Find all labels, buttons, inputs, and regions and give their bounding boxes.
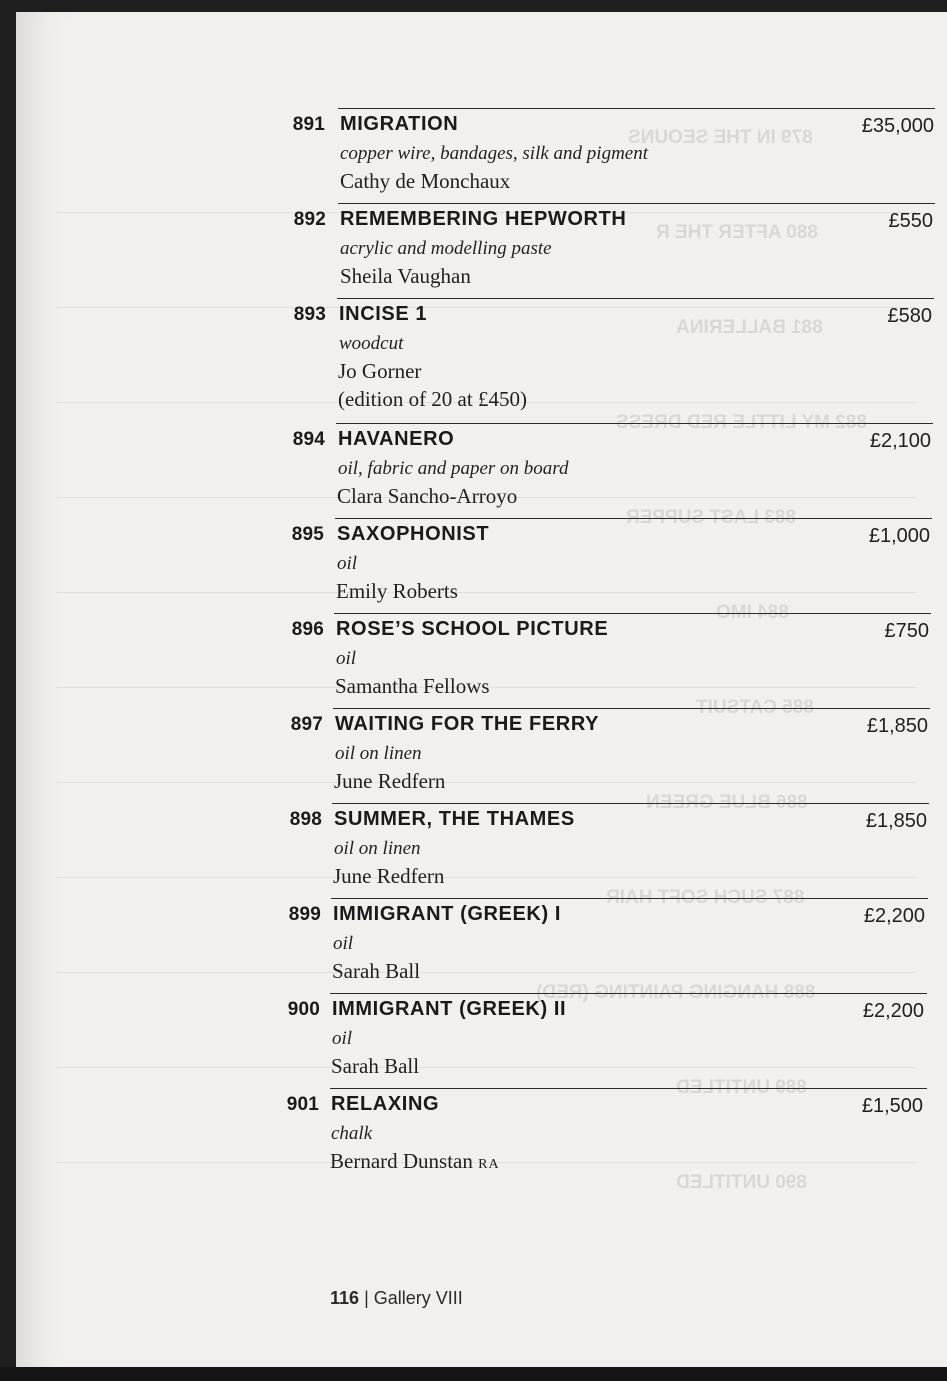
entry-medium: oil — [337, 553, 358, 574]
entry-title: WAITING FOR THE FERRY — [335, 713, 600, 735]
entry-medium: oil — [336, 648, 357, 669]
entry-divider — [337, 298, 934, 299]
entry-artist: June Redfern — [333, 864, 445, 888]
entry-price: £2,200 — [863, 905, 925, 927]
entry-edition: (edition of 20 at £450) — [338, 387, 527, 411]
catalogue-page: 879 IN THE SEOUNS 880 AFTER THE R 881 BALLERINA 882 MY LITTLE RED DRESS 883 LAST SUPPER 884 IMO 885 CATSUIT 886 BLUE GREEN 887 SUCH SOFT HAIR 888 HANGING PAINTING (RED) 889 UNTITLED 890 UNTITLED — [16, 12, 947, 1367]
entry-price: £35,000 — [861, 115, 934, 137]
entry-divider — [330, 1088, 927, 1089]
entry-title: SUMMER, THE THAMES — [334, 808, 575, 830]
entry-number: 900 — [287, 999, 320, 1020]
entry-artist: June Redfern — [334, 769, 446, 793]
entry-price: £2,200 — [862, 1000, 924, 1022]
entry-number: 901 — [286, 1094, 319, 1115]
entry-number: 891 — [292, 114, 325, 135]
entry-price: £1,850 — [865, 810, 927, 832]
entry-artist — [330, 1149, 500, 1174]
entry-price: £750 — [884, 620, 929, 642]
entry-divider — [330, 993, 927, 994]
entry-number: 897 — [290, 714, 323, 735]
entry-artist: Samantha Fellows — [335, 674, 490, 698]
footer-separator: | — [364, 1288, 369, 1308]
footer-section: Gallery VIII — [373, 1288, 463, 1308]
page-number: 116 — [330, 1288, 360, 1308]
entry-title: IMMIGRANT (GREEK) II — [332, 998, 567, 1020]
entry-price: £1,500 — [861, 1095, 923, 1117]
entry-medium: woodcut — [339, 333, 404, 354]
entry-title: IMMIGRANT (GREEK) I — [333, 903, 562, 925]
entry-medium: oil — [333, 933, 354, 954]
entry-artist: Jo Gorner — [338, 359, 422, 383]
entry-artist-suffix: RA — [478, 1157, 500, 1172]
entry-number: 898 — [289, 809, 322, 830]
entry-title: ROSE’S SCHOOL PICTURE — [336, 618, 609, 640]
entry-divider — [334, 613, 931, 614]
entry-artist: Cathy de Monchaux — [340, 169, 511, 193]
entry-medium: oil on linen — [335, 743, 422, 764]
entry-medium: acrylic and modelling paste — [340, 238, 552, 259]
entry-title: MIGRATION — [340, 113, 459, 135]
entry-price: £580 — [887, 305, 932, 327]
entry-divider — [338, 203, 935, 204]
entry-medium: copper wire, bandages, silk and pigment — [340, 143, 649, 164]
entry-divider — [333, 708, 930, 709]
entry-divider — [336, 423, 933, 424]
entry-medium: oil, fabric and paper on board — [338, 458, 569, 479]
entry-medium: oil — [332, 1028, 353, 1049]
entry-artist-name: Bernard Dunstan — [330, 1149, 473, 1173]
entry-title: INCISE 1 — [339, 303, 428, 325]
page-edge-shadow — [0, 1367, 947, 1381]
entry-artist: Emily Roberts — [336, 579, 458, 603]
entry-artist: Sarah Ball — [332, 959, 421, 983]
entry-title: REMEMBERING HEPWORTH — [340, 208, 627, 230]
entry-number: 893 — [293, 304, 326, 325]
entry-divider — [338, 108, 935, 109]
entry-artist: Sheila Vaughan — [340, 264, 471, 288]
entry-divider — [332, 803, 929, 804]
entry-artist: Clara Sancho-Arroyo — [337, 484, 518, 508]
entry-number: 899 — [288, 904, 321, 925]
entry-divider — [331, 898, 928, 899]
entry-number: 894 — [292, 429, 325, 450]
entry-title: SAXOPHONIST — [337, 523, 490, 545]
entry-medium: oil on linen — [334, 838, 421, 859]
entry-medium: chalk — [331, 1123, 373, 1144]
entry-title: RELAXING — [331, 1093, 440, 1115]
entry-number: 896 — [291, 619, 324, 640]
entry-number: 895 — [291, 524, 324, 545]
page-footer — [330, 1288, 463, 1309]
entry-price: £1,000 — [868, 525, 930, 547]
entry-artist: Sarah Ball — [331, 1054, 420, 1078]
entry-price: £2,100 — [869, 430, 931, 452]
entry-price: £1,850 — [866, 715, 928, 737]
entry-number: 892 — [293, 209, 326, 230]
entry-title: HAVANERO — [338, 428, 455, 450]
entry-divider — [335, 518, 932, 519]
entry-price: £550 — [888, 210, 933, 232]
